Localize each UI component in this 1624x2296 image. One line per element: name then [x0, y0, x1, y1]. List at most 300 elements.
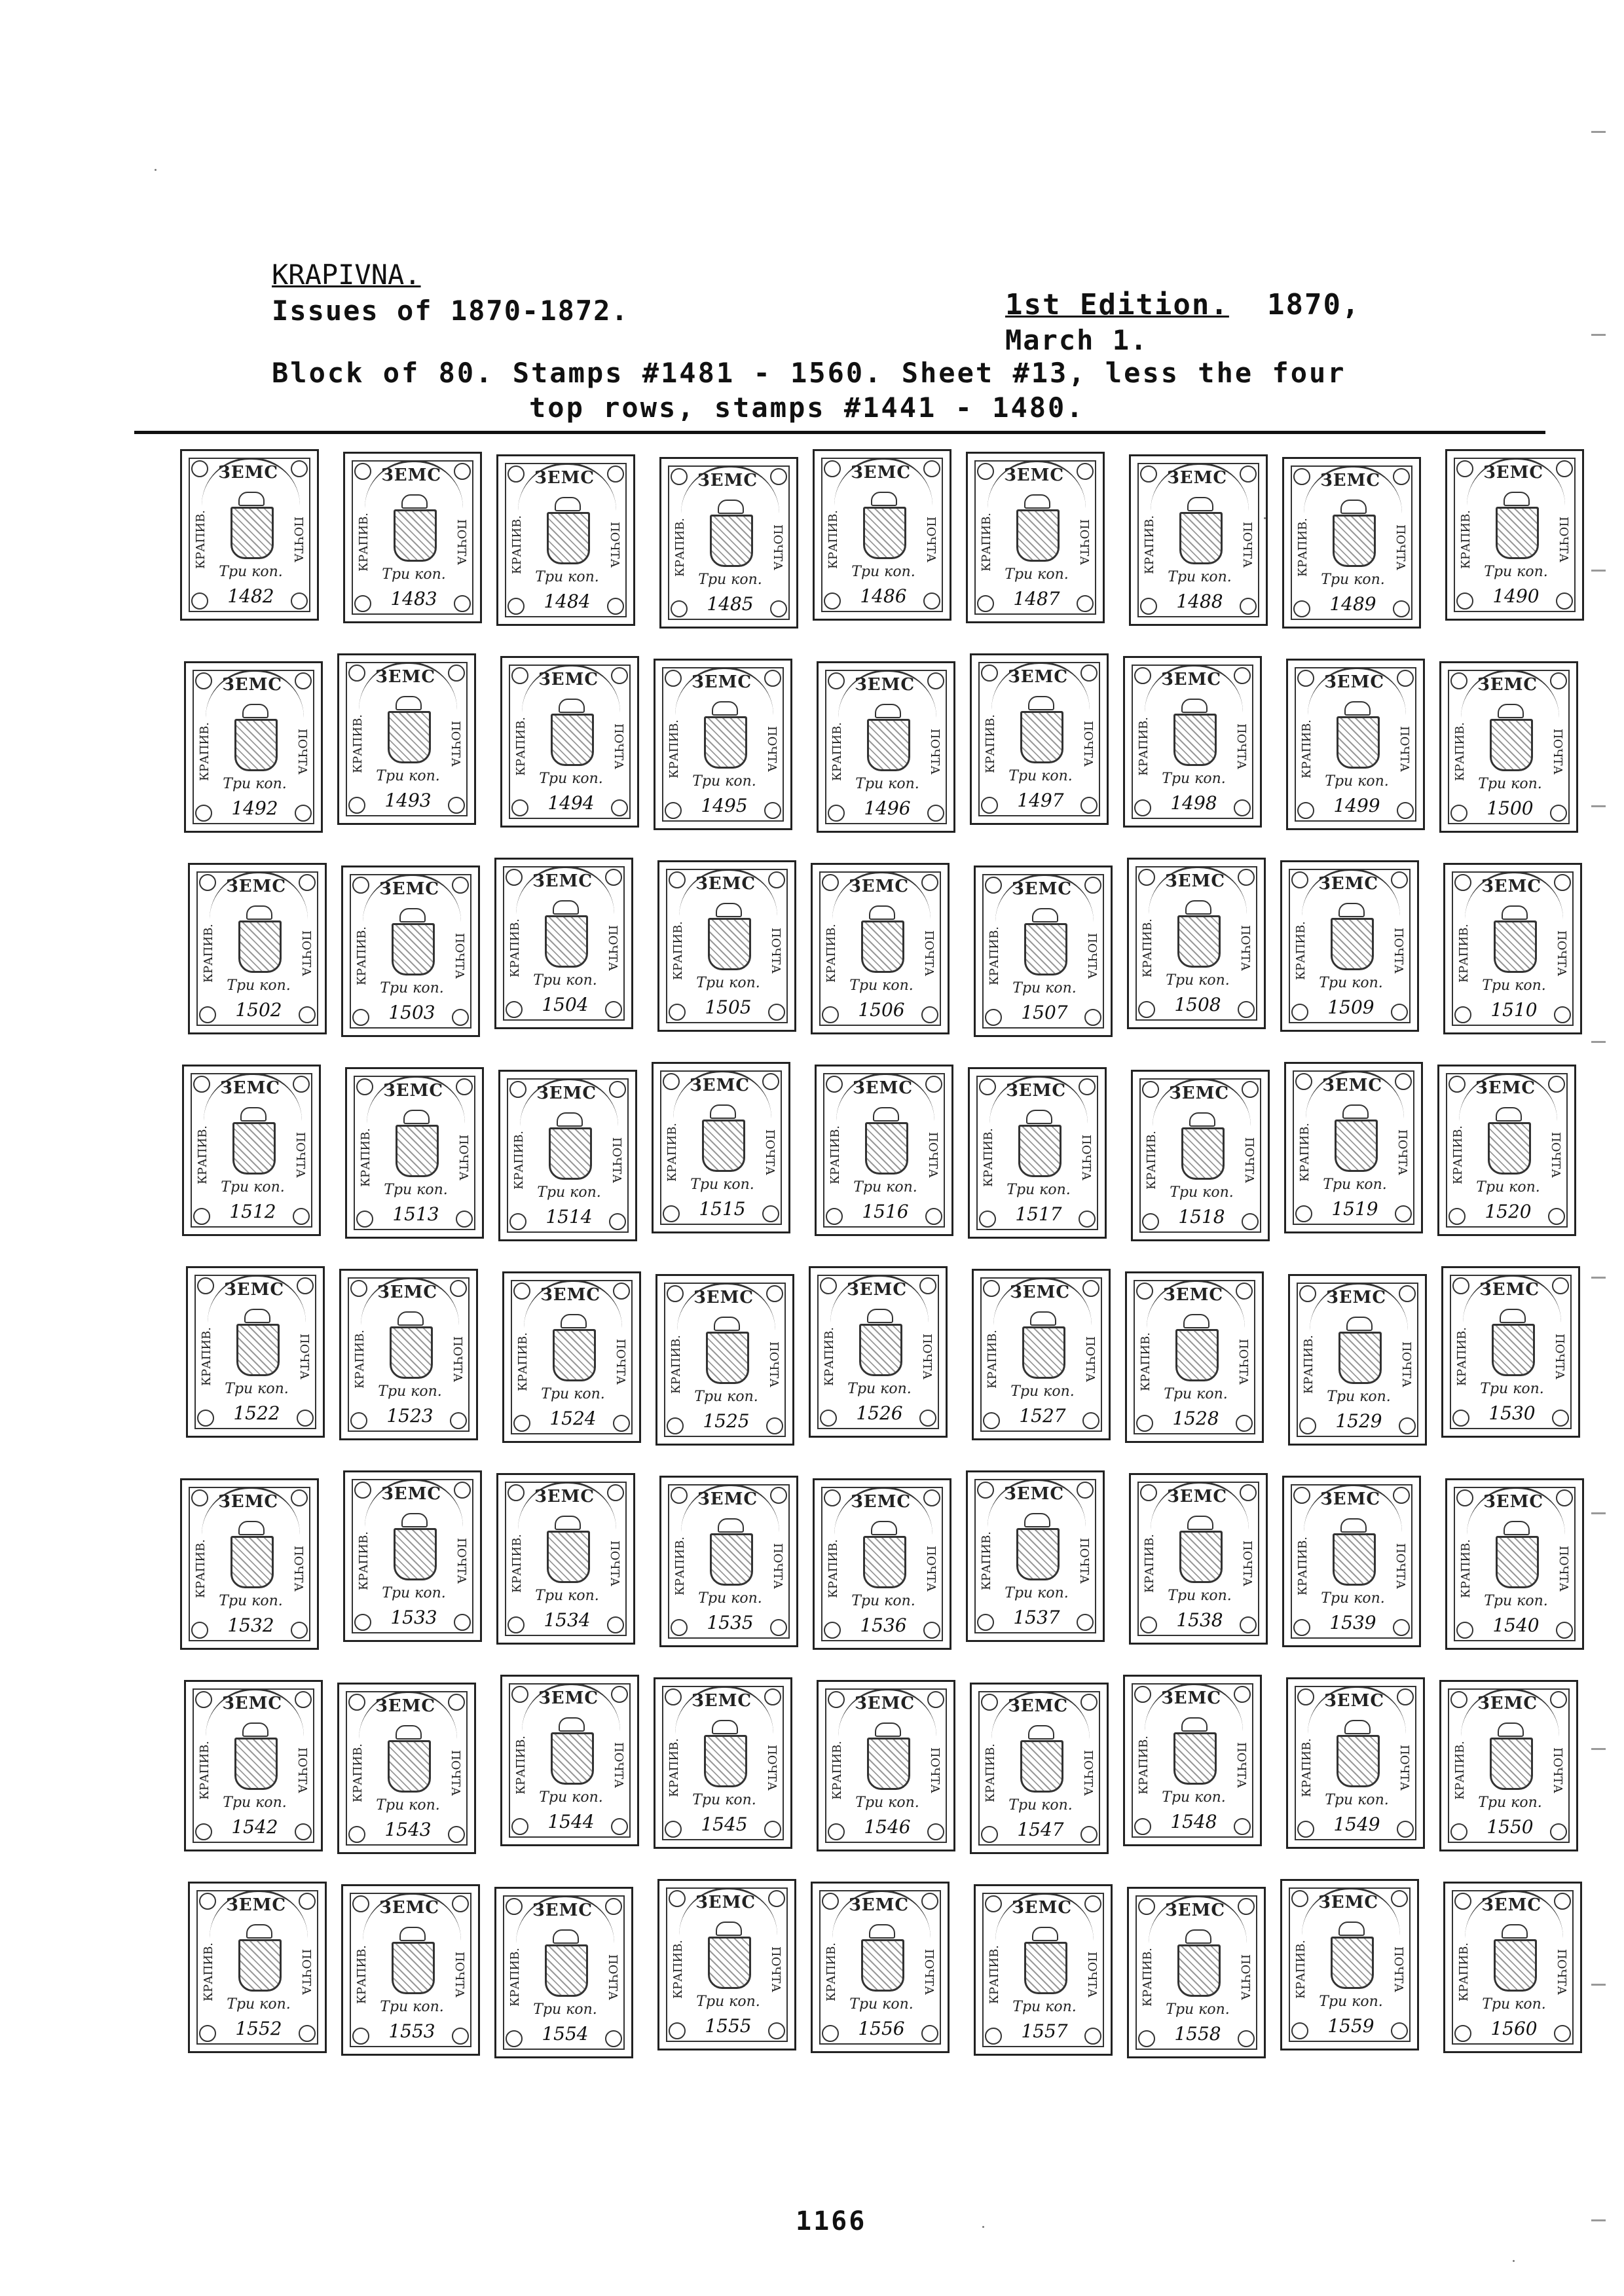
stamp: [1125, 1271, 1264, 1443]
stamp-value: Три коп.: [692, 773, 756, 790]
corner-ornament-icon: [348, 797, 365, 814]
stamp-number: 1507: [1021, 1002, 1068, 1023]
stamp-left-text: КРАПИВ.: [984, 1743, 997, 1803]
corner-ornament-icon: [923, 1489, 940, 1506]
corner-ornament-icon: [1080, 1826, 1098, 1843]
crown-icon: [555, 1516, 581, 1530]
issues-subtitle: Issues of 1870-1872.: [272, 295, 629, 327]
corner-ornament-icon: [1297, 1688, 1314, 1705]
corner-ornament-icon: [354, 1482, 371, 1499]
crown-icon: [242, 704, 268, 718]
stamp-right-text: ПОЧТА: [1081, 720, 1095, 767]
stamp-left-text: КРАПИВ.: [198, 721, 212, 782]
corner-ornament-icon: [1082, 1280, 1099, 1297]
stamp-right-text: ПОЧТА: [299, 1948, 313, 1995]
corner-ornament-icon: [1291, 2022, 1308, 2039]
stamp-arc-text: ЗЕМС: [222, 1694, 283, 1713]
stamp-value: Три коп.: [1321, 572, 1385, 588]
corner-ornament-icon: [770, 1487, 787, 1504]
stamp: [1443, 1882, 1582, 2053]
stamp-right-text: ПОЧТА: [771, 524, 784, 570]
stamp-left-text: КРАПИВ.: [351, 1743, 365, 1803]
stamp-value: Три коп.: [378, 1383, 442, 1400]
corner-ornament-icon: [669, 2022, 686, 2039]
corner-ornament-icon: [663, 1205, 680, 1222]
corner-ornament-icon: [1291, 1890, 1308, 1907]
corner-ornament-icon: [1136, 1283, 1153, 1300]
crown-icon: [1024, 1513, 1050, 1527]
stamp-number: 1540: [1492, 1614, 1540, 1636]
stamp-left-text: КРАПИВ.: [194, 509, 208, 570]
stamp-number: 1515: [699, 1198, 746, 1220]
stamp-right-text: ПОЧТА: [924, 516, 938, 562]
stamp-arc-text: ЗЕМС: [1167, 1487, 1228, 1506]
crown-icon: [553, 900, 579, 915]
corner-ornament-icon: [293, 1208, 310, 1225]
stamp-number: 1526: [856, 1402, 903, 1424]
stamp-value: Три коп.: [853, 1179, 917, 1195]
stamp-number: 1494: [547, 792, 595, 814]
stamp: [496, 1473, 635, 1645]
coat-of-arms-icon: [704, 1735, 747, 1787]
stamp-right-text: ПОЧТА: [1081, 1749, 1095, 1796]
corner-ornament-icon: [828, 1691, 845, 1708]
corner-ornament-icon: [1291, 871, 1308, 888]
corner-ornament-icon: [927, 805, 944, 822]
stamp-right-text: ПОЧТА: [614, 1338, 627, 1385]
stamp-value: Три коп.: [1008, 768, 1073, 784]
stamp-value: Три коп.: [537, 1184, 601, 1201]
corner-ornament-icon: [1550, 672, 1567, 689]
coat-of-arms-icon: [861, 920, 904, 973]
corner-ornament-icon: [452, 1895, 469, 1912]
stamp-left-text: КРАПИВ.: [986, 1329, 999, 1389]
corner-ornament-icon: [1550, 1823, 1567, 1840]
corner-ornament-icon: [191, 1489, 208, 1506]
stamp: [1282, 457, 1421, 629]
coat-of-arms-icon: [392, 923, 435, 975]
stamp-left-text: КРАПИВ.: [1451, 1125, 1465, 1185]
stamp-value: Три коп.: [1478, 1795, 1542, 1811]
stamp-number: 1530: [1488, 1402, 1536, 1424]
stamp: [1288, 1274, 1427, 1446]
stamp-arc-text: ЗЕМС: [697, 1489, 758, 1509]
stamp-arc-text: ЗЕМС: [1008, 667, 1069, 687]
crown-icon: [1028, 1725, 1054, 1740]
stamp-right-text: ПОЧТА: [1392, 927, 1405, 974]
page-number: 1166: [796, 2206, 867, 2236]
stamp-value: Три коп.: [1327, 1389, 1391, 1405]
corner-ornament-icon: [665, 802, 682, 819]
stamp-number: 1503: [388, 1002, 435, 1023]
corner-ornament-icon: [822, 2025, 839, 2042]
corner-ornament-icon: [507, 598, 525, 615]
crown-icon: [718, 1518, 744, 1533]
coat-of-arms-icon: [1337, 1735, 1380, 1787]
coat-of-arms-icon: [861, 1939, 904, 1992]
coat-of-arms-icon: [1020, 711, 1063, 763]
crown-icon: [1183, 1314, 1209, 1328]
stamp-right-text: ПОЧТА: [291, 1545, 305, 1592]
corner-ornament-icon: [1138, 869, 1155, 886]
coat-of-arms-icon: [545, 1944, 588, 1997]
margin-tick: [1591, 805, 1606, 807]
coat-of-arms-icon: [1338, 1332, 1382, 1384]
corner-ornament-icon: [923, 1622, 940, 1639]
coat-of-arms-icon: [1331, 1937, 1374, 1989]
stamp-value: Три коп.: [1325, 1792, 1389, 1808]
corner-ornament-icon: [506, 1898, 523, 1915]
corner-ornament-icon: [828, 1823, 845, 1840]
stamp-arc-text: ЗЕМС: [1320, 1489, 1381, 1509]
corner-ornament-icon: [611, 667, 628, 684]
corner-ornament-icon: [1238, 1898, 1255, 1915]
margin-tick: [1591, 2219, 1606, 2221]
corner-ornament-icon: [1082, 1412, 1099, 1429]
corner-ornament-icon: [1454, 874, 1471, 891]
stamp-number: 1510: [1490, 999, 1538, 1021]
crown-icon: [559, 1717, 585, 1732]
corner-ornament-icon: [295, 672, 312, 689]
stamp-left-text: КРАПИВ.: [1141, 918, 1154, 978]
stamp-left-text: КРАПИВ.: [828, 1125, 842, 1185]
stamp-number: 1545: [701, 1813, 748, 1835]
corner-ornament-icon: [613, 1415, 630, 1432]
corner-ornament-icon: [919, 1277, 936, 1294]
corner-ornament-icon: [299, 1006, 316, 1023]
coat-of-arms-icon: [710, 515, 753, 567]
stamp-value: Три коп.: [1166, 2001, 1230, 2018]
stamp-arc-text: ЗЕМС: [1483, 1492, 1544, 1512]
stamp: [813, 1478, 951, 1650]
corner-ornament-icon: [605, 1898, 622, 1915]
coat-of-arms-icon: [238, 1939, 282, 1992]
coat-of-arms-icon: [388, 1740, 431, 1793]
corner-ornament-icon: [350, 1280, 367, 1297]
corner-ornament-icon: [605, 1001, 622, 1018]
stamp-arc-text: ЗЕМС: [1167, 468, 1228, 488]
coat-of-arms-icon: [1173, 714, 1217, 766]
crown-icon: [1185, 1929, 1211, 1944]
stamp-value: Три коп.: [1319, 1994, 1383, 2010]
corner-ornament-icon: [507, 465, 525, 483]
corner-ornament-icon: [191, 1622, 208, 1639]
stamp-arc-text: ЗЕМС: [1161, 1688, 1222, 1708]
stamp-arc-text: ЗЕМС: [1320, 471, 1381, 490]
corner-ornament-icon: [607, 465, 624, 483]
stamp: [184, 1680, 323, 1851]
stamp-arc-text: ЗЕМС: [855, 1694, 915, 1713]
stamp-right-text: ПОЧТА: [452, 932, 466, 979]
corner-ornament-icon: [1293, 600, 1310, 617]
stamp-right-text: ПОЧТА: [610, 1137, 623, 1183]
coat-of-arms-icon: [1490, 1738, 1533, 1790]
corner-ornament-icon: [456, 1078, 473, 1095]
stamp-right-text: ПОЧТА: [769, 1946, 783, 1992]
crown-icon: [553, 1929, 579, 1944]
stamp-arc-text: ЗЕМС: [695, 874, 756, 894]
coat-of-arms-icon: [551, 714, 594, 766]
stamp: [1437, 1065, 1576, 1236]
stamp-right-text: ПОЧТА: [765, 1744, 779, 1791]
corner-ornament-icon: [1456, 1489, 1473, 1506]
stamp-right-text: ПОЧТА: [291, 516, 305, 562]
stamp-right-text: ПОЧТА: [456, 1134, 470, 1180]
stamp: [502, 1271, 641, 1443]
corner-ornament-icon: [1234, 1686, 1251, 1703]
corner-ornament-icon: [1234, 799, 1251, 816]
stamp-value: Три коп.: [219, 564, 283, 580]
stamp-value: Три коп.: [1005, 1585, 1069, 1601]
corner-ornament-icon: [923, 460, 940, 477]
stamp-value: Три коп.: [225, 1381, 289, 1397]
stamp: [343, 452, 482, 623]
edition-date: March 1.: [1005, 324, 1149, 356]
stamp-right-text: ПОЧТА: [1083, 1336, 1097, 1382]
stamp-number: 1502: [235, 999, 282, 1021]
crown-icon: [1502, 1924, 1528, 1939]
coat-of-arms-icon: [549, 1127, 592, 1180]
stamp-arc-text: ЗЕМС: [693, 1288, 754, 1307]
stamp-right-text: ПОЧТА: [1238, 924, 1252, 971]
stamp: [188, 863, 327, 1034]
stamp: [343, 1470, 482, 1642]
stamp-right-text: ПОЧТА: [926, 1131, 940, 1178]
coat-of-arms-icon: [710, 1533, 753, 1586]
corner-ornament-icon: [1238, 2030, 1255, 2047]
corner-ornament-icon: [356, 1211, 373, 1228]
corner-ornament-icon: [506, 869, 523, 886]
corner-ornament-icon: [1080, 665, 1098, 682]
stamp: [972, 1269, 1111, 1440]
corner-ornament-icon: [193, 1208, 210, 1225]
stamp-value: Три коп.: [1012, 980, 1077, 996]
stamp: [966, 452, 1105, 623]
crown-icon: [557, 1112, 583, 1127]
crown-icon: [1187, 497, 1213, 511]
scan-speck: [1264, 517, 1266, 519]
stamp: [337, 653, 476, 825]
corner-ornament-icon: [291, 1489, 308, 1506]
stamp-right-text: ПОЧТА: [1242, 1137, 1256, 1183]
corner-ornament-icon: [1138, 2030, 1155, 2047]
crown-icon: [246, 905, 272, 920]
stamp-arc-text: ЗЕМС: [847, 1280, 908, 1300]
stamp-number: 1520: [1485, 1201, 1532, 1222]
coat-of-arms-icon: [1490, 719, 1533, 771]
stamp-value: Три коп.: [533, 2001, 597, 2018]
corner-ornament-icon: [768, 871, 785, 888]
stamp-number: 1516: [862, 1201, 909, 1222]
crown-icon: [1344, 701, 1371, 716]
stamp-right-text: ПОЧТА: [295, 1747, 309, 1793]
corner-ornament-icon: [1395, 1073, 1412, 1090]
corner-ornament-icon: [1452, 1410, 1469, 1427]
corner-ornament-icon: [199, 874, 216, 891]
stamp: [1282, 1476, 1421, 1647]
stamp: [1127, 1887, 1266, 2058]
stamp-number: 1534: [544, 1609, 591, 1631]
corner-ornament-icon: [981, 665, 998, 682]
stamp-left-text: КРАПИВ.: [1453, 1740, 1467, 1800]
corner-ornament-icon: [1552, 1410, 1569, 1427]
stamp: [974, 866, 1113, 1037]
coat-of-arms-icon: [231, 1536, 274, 1588]
corner-ornament-icon: [611, 1818, 628, 1835]
stamp-right-text: ПОЧТА: [922, 930, 936, 976]
corner-ornament-icon: [197, 1410, 214, 1427]
crown-icon: [1024, 494, 1050, 509]
corner-ornament-icon: [1450, 805, 1467, 822]
stamp-arc-text: ЗЕМС: [536, 1084, 597, 1103]
stamp-value: Три коп.: [1325, 773, 1389, 790]
corner-ornament-icon: [977, 1482, 994, 1499]
coat-of-arms-icon: [706, 1332, 749, 1384]
stamp: [659, 1476, 798, 1647]
stamp-arc-text: ЗЕМС: [377, 1283, 438, 1302]
crown-icon: [716, 1922, 742, 1936]
stamp-number: 1539: [1329, 1612, 1376, 1633]
stamp-number: 1555: [705, 2015, 752, 2037]
crown-icon: [871, 1521, 897, 1535]
corner-ornament-icon: [764, 802, 781, 819]
stamp-arc-text: ЗЕМС: [1163, 1285, 1224, 1305]
stamp-arc-text: ЗЕМС: [851, 463, 912, 483]
corner-ornament-icon: [1556, 1489, 1573, 1506]
stamp-left-text: КРАПИВ.: [1143, 1533, 1156, 1594]
corner-ornament-icon: [1084, 1895, 1101, 1912]
block-description-line1: Block of 80. Stamps #1481 - 1560. Sheet #13, less the four: [272, 357, 1346, 389]
corner-ornament-icon: [665, 670, 682, 687]
stamp: [1439, 661, 1578, 833]
corner-ornament-icon: [669, 1890, 686, 1907]
coat-of-arms-icon: [867, 719, 910, 771]
corner-ornament-icon: [1079, 1078, 1096, 1095]
page-title: KRAPIVNA.: [272, 259, 421, 291]
crown-icon: [1496, 1107, 1522, 1121]
stamp: [655, 1274, 794, 1446]
coat-of-arms-icon: [1494, 1939, 1537, 1992]
corner-ornament-icon: [768, 2022, 785, 2039]
coat-of-arms-icon: [1177, 915, 1221, 968]
stamp-right-text: ПОЧТА: [454, 519, 468, 565]
stamp-arc-text: ЗЕМС: [220, 1078, 281, 1098]
stamp: [494, 1887, 633, 2058]
corner-ornament-icon: [454, 595, 471, 612]
stamp-arc-text: ЗЕМС: [540, 1285, 601, 1305]
stamp: [1286, 659, 1425, 830]
corner-ornament-icon: [1548, 1208, 1565, 1225]
crown-icon: [875, 704, 901, 718]
stamp-right-text: ПОЧТА: [612, 723, 625, 769]
corner-ornament-icon: [762, 1073, 779, 1090]
crown-icon: [875, 1722, 901, 1737]
coat-of-arms-icon: [867, 1738, 910, 1790]
corner-ornament-icon: [448, 665, 465, 682]
corner-ornament-icon: [352, 877, 369, 894]
crown-icon: [1181, 1717, 1208, 1732]
corner-ornament-icon: [454, 1614, 471, 1631]
stamp-number: 1554: [542, 2023, 589, 2045]
stamp-number: 1523: [386, 1405, 434, 1427]
coat-of-arms-icon: [1173, 1732, 1217, 1785]
stamp-value: Три коп.: [1319, 975, 1383, 991]
corner-ornament-icon: [1077, 1482, 1094, 1499]
stamp-arc-text: ЗЕМС: [1318, 1893, 1379, 1912]
stamp-value: Три коп.: [855, 776, 919, 792]
crown-icon: [1340, 500, 1367, 514]
stamp-left-text: КРАПИВ.: [830, 1740, 844, 1800]
corner-ornament-icon: [1134, 1818, 1151, 1835]
corner-ornament-icon: [1238, 1001, 1255, 1018]
stamp-right-text: ПОЧТА: [452, 1951, 466, 1997]
stamp-arc-text: ЗЕМС: [695, 1893, 756, 1912]
stamp-left-text: КРАПИВ.: [1453, 721, 1467, 782]
corner-ornament-icon: [1293, 1487, 1310, 1504]
stamp-number: 1552: [235, 2018, 282, 2039]
stamp-right-text: ПОЧТА: [612, 1741, 625, 1788]
stamp: [1280, 860, 1419, 1032]
stamp: [1441, 1266, 1580, 1438]
coat-of-arms-icon: [238, 920, 282, 973]
stamp-right-text: ПОЧТА: [765, 725, 779, 772]
stamp-left-text: КРАПИВ.: [196, 1125, 210, 1185]
corner-ornament-icon: [609, 1081, 626, 1098]
edition-year: 1870,: [1267, 288, 1361, 321]
corner-ornament-icon: [507, 1616, 525, 1633]
stamp-arc-text: ЗЕМС: [375, 1696, 436, 1716]
corner-ornament-icon: [348, 1826, 365, 1843]
stamp-value: Три коп.: [696, 1994, 760, 2010]
crown-icon: [401, 494, 428, 509]
stamp-left-text: КРАПИВ.: [1457, 923, 1471, 983]
corner-ornament-icon: [299, 1893, 316, 1910]
stamp-number: 1492: [231, 797, 278, 819]
stamp-left-text: КРАПИВ.: [667, 719, 681, 779]
stamp-right-text: ПОЧТА: [1393, 524, 1407, 570]
stamp-right-text: ПОЧТА: [606, 1954, 619, 2000]
stamp-value: Три коп.: [535, 1588, 599, 1604]
corner-ornament-icon: [511, 799, 528, 816]
corner-ornament-icon: [919, 1410, 936, 1427]
corner-ornament-icon: [356, 1078, 373, 1095]
corner-ornament-icon: [454, 463, 471, 480]
stamp: [968, 1067, 1107, 1239]
stamp-left-text: КРАПИВ.: [351, 714, 365, 774]
stamp-number: 1482: [227, 585, 274, 607]
stamp-arc-text: ЗЕМС: [538, 670, 599, 689]
stamp-arc-text: ЗЕМС: [1322, 1076, 1383, 1095]
stamp: [345, 1067, 484, 1239]
crown-icon: [1028, 696, 1054, 710]
stamp-value: Три коп.: [847, 1381, 912, 1397]
coat-of-arms-icon: [1492, 1324, 1535, 1376]
corner-ornament-icon: [1550, 805, 1567, 822]
corner-ornament-icon: [921, 1006, 938, 1023]
stamp-right-text: ПОЧТА: [767, 1341, 781, 1387]
crown-icon: [1502, 905, 1528, 920]
stamp-right-text: ПОЧТА: [1234, 723, 1248, 769]
stamp-value: Три коп.: [1012, 1999, 1077, 2015]
stamp: [341, 1884, 480, 2056]
stamp-number: 1497: [1017, 790, 1064, 811]
corner-ornament-icon: [1234, 1818, 1251, 1835]
stamp-value: Три коп.: [1008, 1797, 1073, 1813]
corner-ornament-icon: [981, 1694, 998, 1711]
corner-ornament-icon: [1142, 1081, 1159, 1098]
stamp-arc-text: ЗЕМС: [381, 465, 442, 485]
stamp-left-text: КРАПИВ.: [822, 1326, 836, 1387]
